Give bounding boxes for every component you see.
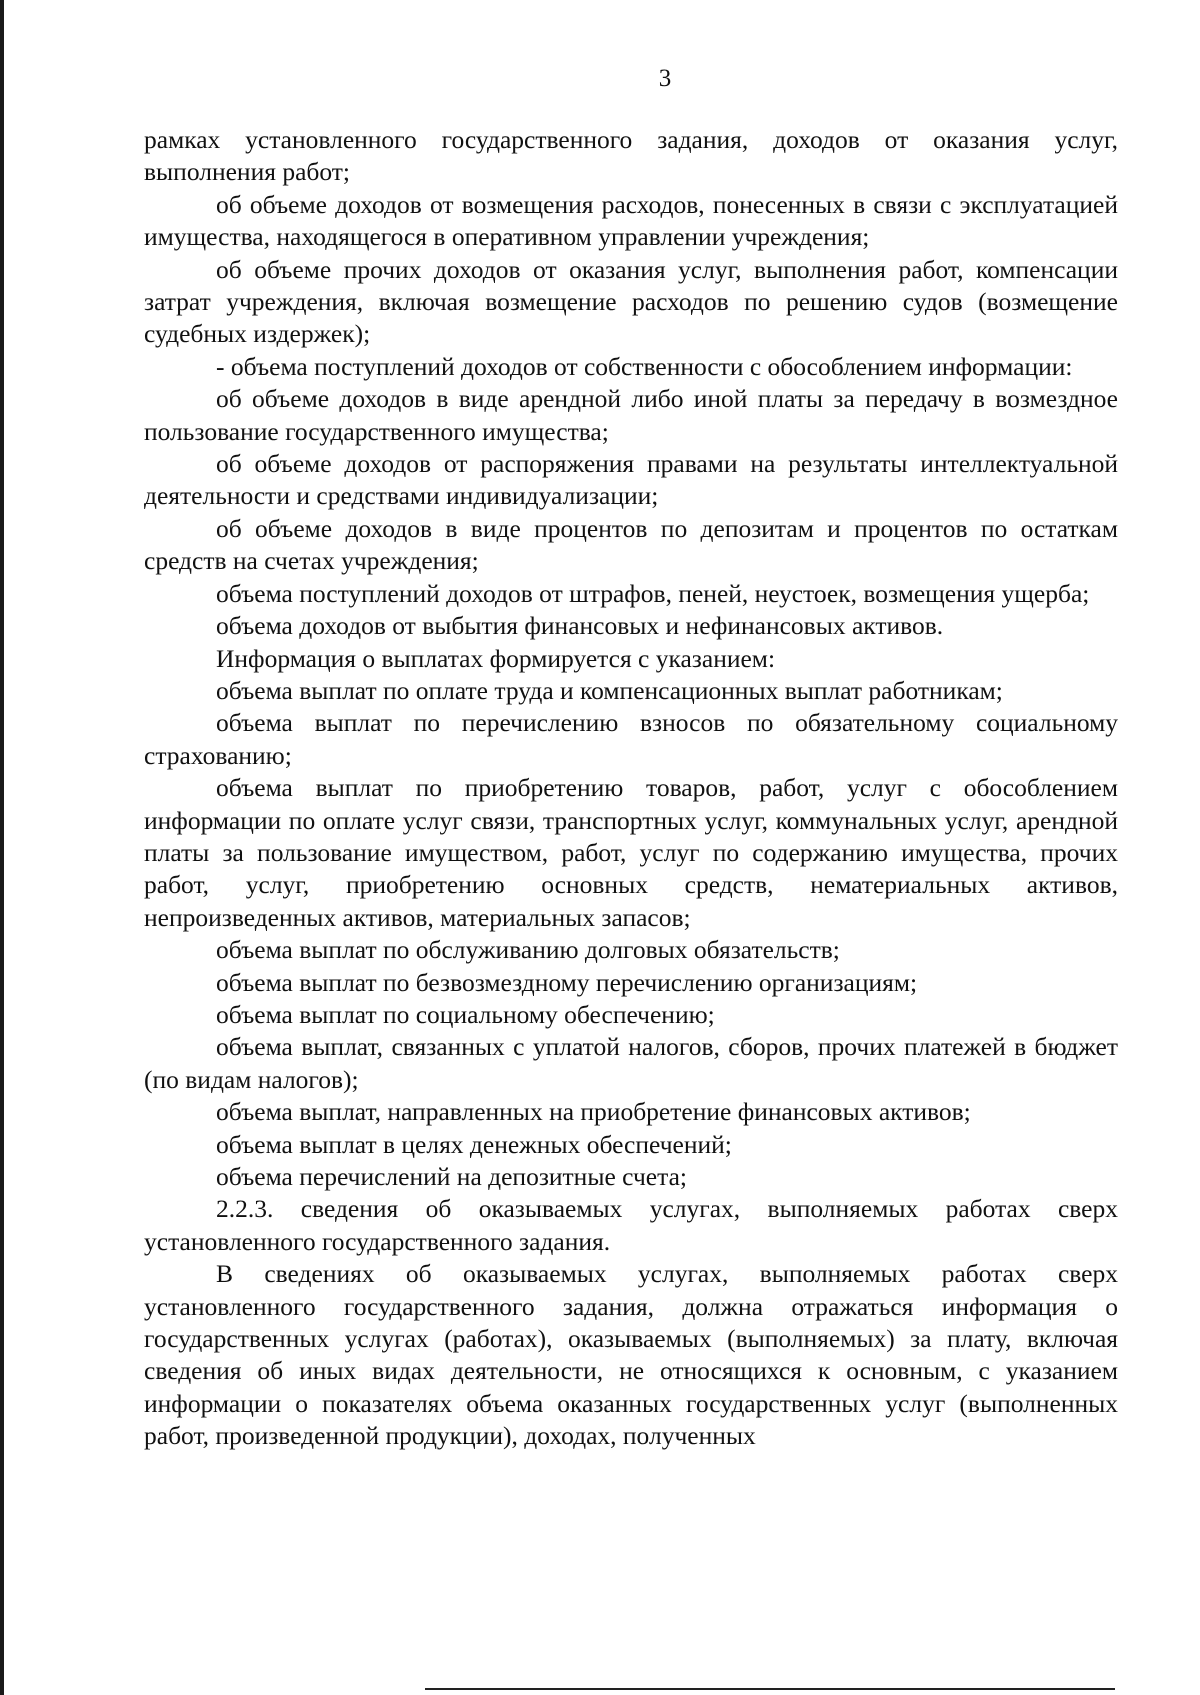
paragraph-3: об объеме прочих доходов от оказания услуг, выполнения работ, компенсации затрат учреждения, включая возмещение расходов по решению судов (возмещение судебных издержек);: [144, 254, 1118, 349]
paragraph-15: объема выплат по безвозмездному перечислению организациям;: [216, 967, 918, 997]
scan-left-edge: [0, 0, 4, 1695]
paragraph-4: - объема поступлений доходов от собственности с обособлением информации:: [216, 351, 1073, 381]
paragraph-1: рамках установленного государственного задания, доходов от оказания услуг, выполнения работ;: [144, 125, 1118, 187]
paragraph-20: объема перечислений на депозитные счета;: [216, 1162, 687, 1191]
paragraph-11: объема выплат по оплате труда и компенсационных выплат работникам;: [216, 675, 1003, 705]
paragraph-12: объема выплат по перечислению взносов по обязательному социальному страхованию;: [144, 708, 1118, 770]
document-body: [144, 124, 1118, 1453]
paragraph-5: об объеме доходов в виде арендной либо иной платы за передачу в возмездное пользование государственного имущества;: [144, 384, 1118, 446]
paragraph-10: Информация о выплатах формируется с указанием:: [216, 643, 776, 673]
paragraph-18: объема выплат, направленных на приобретение финансовых активов;: [216, 1097, 971, 1127]
paragraph-16: объема выплат по социальному обеспечению;: [216, 999, 715, 1029]
paragraph-8: объема поступлений доходов от штрафов, пеней, неустоек, возмещения ущерба;: [216, 578, 1090, 608]
paragraph-7: об объеме доходов в виде процентов по депозитам и процентов по остаткам средств на счетах учреждения;: [144, 513, 1118, 576]
paragraph-6: об объеме доходов от распоряжения правами на результаты интеллектуальной деятельности и средствами индивидуализации;: [144, 449, 1118, 511]
paragraph-9: объема доходов от выбытия финансовых и нефинансовых активов.: [216, 611, 944, 641]
paragraph-22: В сведениях об оказываемых услугах, выполняемых работах сверх установленного государственного задания, должна отражаться информация о государственных услугах (работах), оказываемых (выполняемых) за плату, включая сведения об иных видах деятельности, не относящихся к основным, с указанием информации о показателях объема оказанных государственных услуг (выполненных работ, произведенной продукции), доходах, полученных: [144, 1259, 1118, 1451]
paragraph-21: 2.2.3. сведения об оказываемых услугах, выполняемых работах сверх установленного государственного задания.: [144, 1194, 1118, 1256]
paragraph-19: объема выплат в целях денежных обеспечений;: [216, 1129, 732, 1159]
paragraph-13: объема выплат по приобретению товаров, работ, услуг с обособлением информации по оплате услуг связи, транспортных услуг, коммунальных услуг, арендной платы за пользование имуществом, работ, услуг по содержанию имущества, прочих работ, услуг, приобретению основных средств, нематериальных активов, непроизведенных активов, материальных запасов;: [144, 773, 1118, 932]
page-number: 3: [658, 65, 672, 92]
paragraph-17: объема выплат, связанных с уплатой налогов, сборов, прочих платежей в бюджет (по видам налогов);: [144, 1032, 1118, 1094]
paragraph-14: объема выплат по обслуживанию долговых обязательств;: [216, 935, 840, 965]
footer-rule: [425, 1688, 1115, 1690]
paragraph-2: об объеме доходов от возмещения расходов, понесенных в связи с эксплуатацией имущества, находящегося в оперативном управлении учреждения;: [144, 189, 1118, 252]
